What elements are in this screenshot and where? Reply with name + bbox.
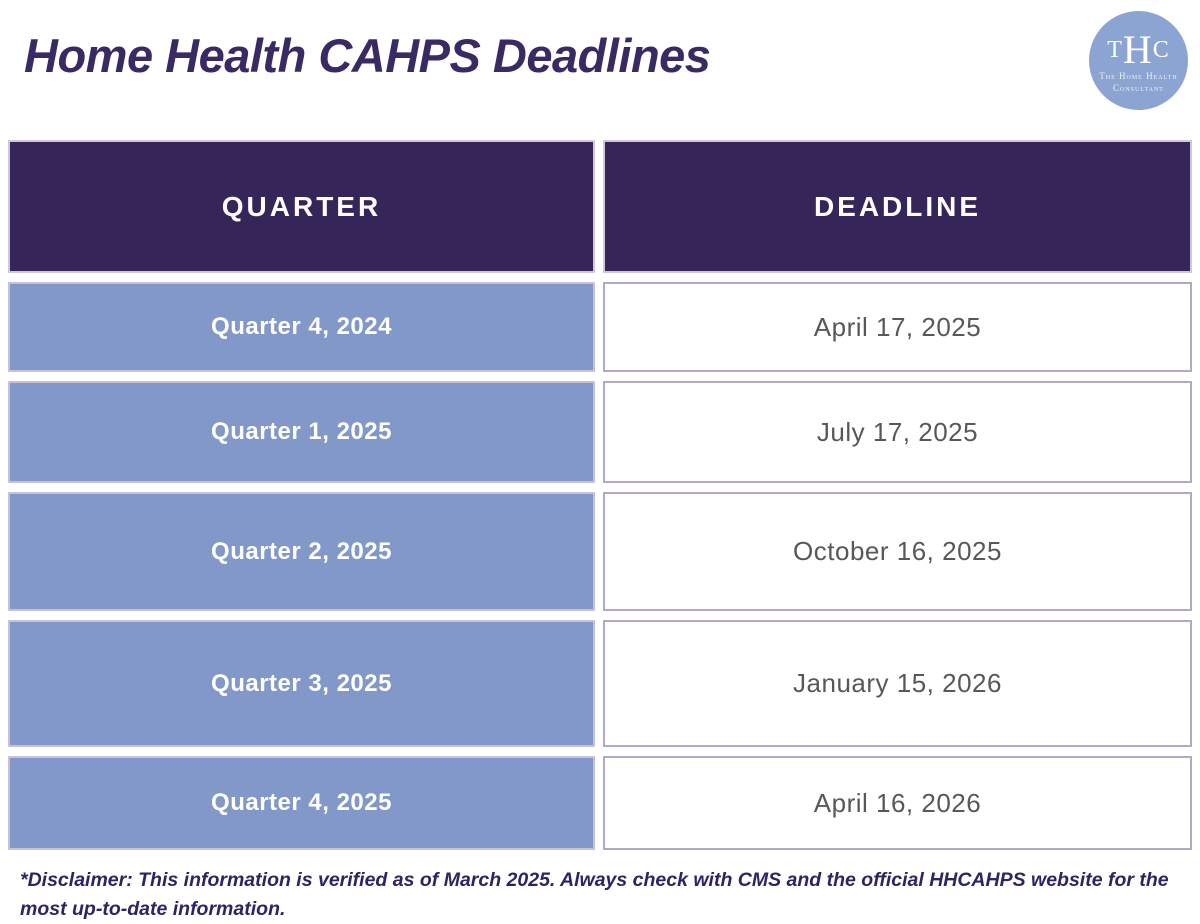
deadline-cell: April 16, 2026: [603, 756, 1192, 850]
quarter-cell: Quarter 3, 2025: [8, 620, 595, 747]
deadline-cell: April 17, 2025: [603, 282, 1192, 372]
thc-logo: [1089, 11, 1188, 110]
table-row: [8, 492, 1192, 611]
deadline-cell: October 16, 2025: [603, 492, 1192, 611]
deadline-cell: July 17, 2025: [603, 381, 1192, 483]
disclaimer-text: *Disclaimer: This information is verified as of March 2025. Always check with CMS and the official HHCAHPS website for the most up-to-date information.: [20, 869, 1169, 921]
deadlines-table: [8, 140, 1192, 850]
deadline-cell: January 15, 2026: [603, 620, 1192, 747]
logo-subtitle-line1: The Home Health: [1099, 71, 1178, 82]
table-row: [8, 620, 1192, 747]
table-row: [8, 381, 1192, 483]
thc-monogram: [1107, 27, 1170, 73]
column-header-deadline: DEADLINE: [603, 140, 1192, 273]
table-row: [8, 756, 1192, 850]
logo-subtitle-line2: Consultant: [1113, 82, 1164, 93]
column-header-quarter: QUARTER: [8, 140, 595, 273]
quarter-cell: Quarter 4, 2025: [8, 756, 595, 850]
table-row: [8, 282, 1192, 372]
quarter-cell: Quarter 1, 2025: [8, 381, 595, 483]
monogram-letter-c: C: [1152, 37, 1170, 64]
page-title: Home Health CAHPS Deadlines: [24, 29, 711, 82]
monogram-letter-h: H: [1122, 27, 1153, 73]
monogram-letter-t: T: [1107, 37, 1123, 64]
quarter-cell: Quarter 4, 2024: [8, 282, 595, 372]
quarter-cell: Quarter 2, 2025: [8, 492, 595, 611]
logo-subtitle: [1099, 71, 1177, 94]
table-header-row: [8, 140, 1192, 273]
